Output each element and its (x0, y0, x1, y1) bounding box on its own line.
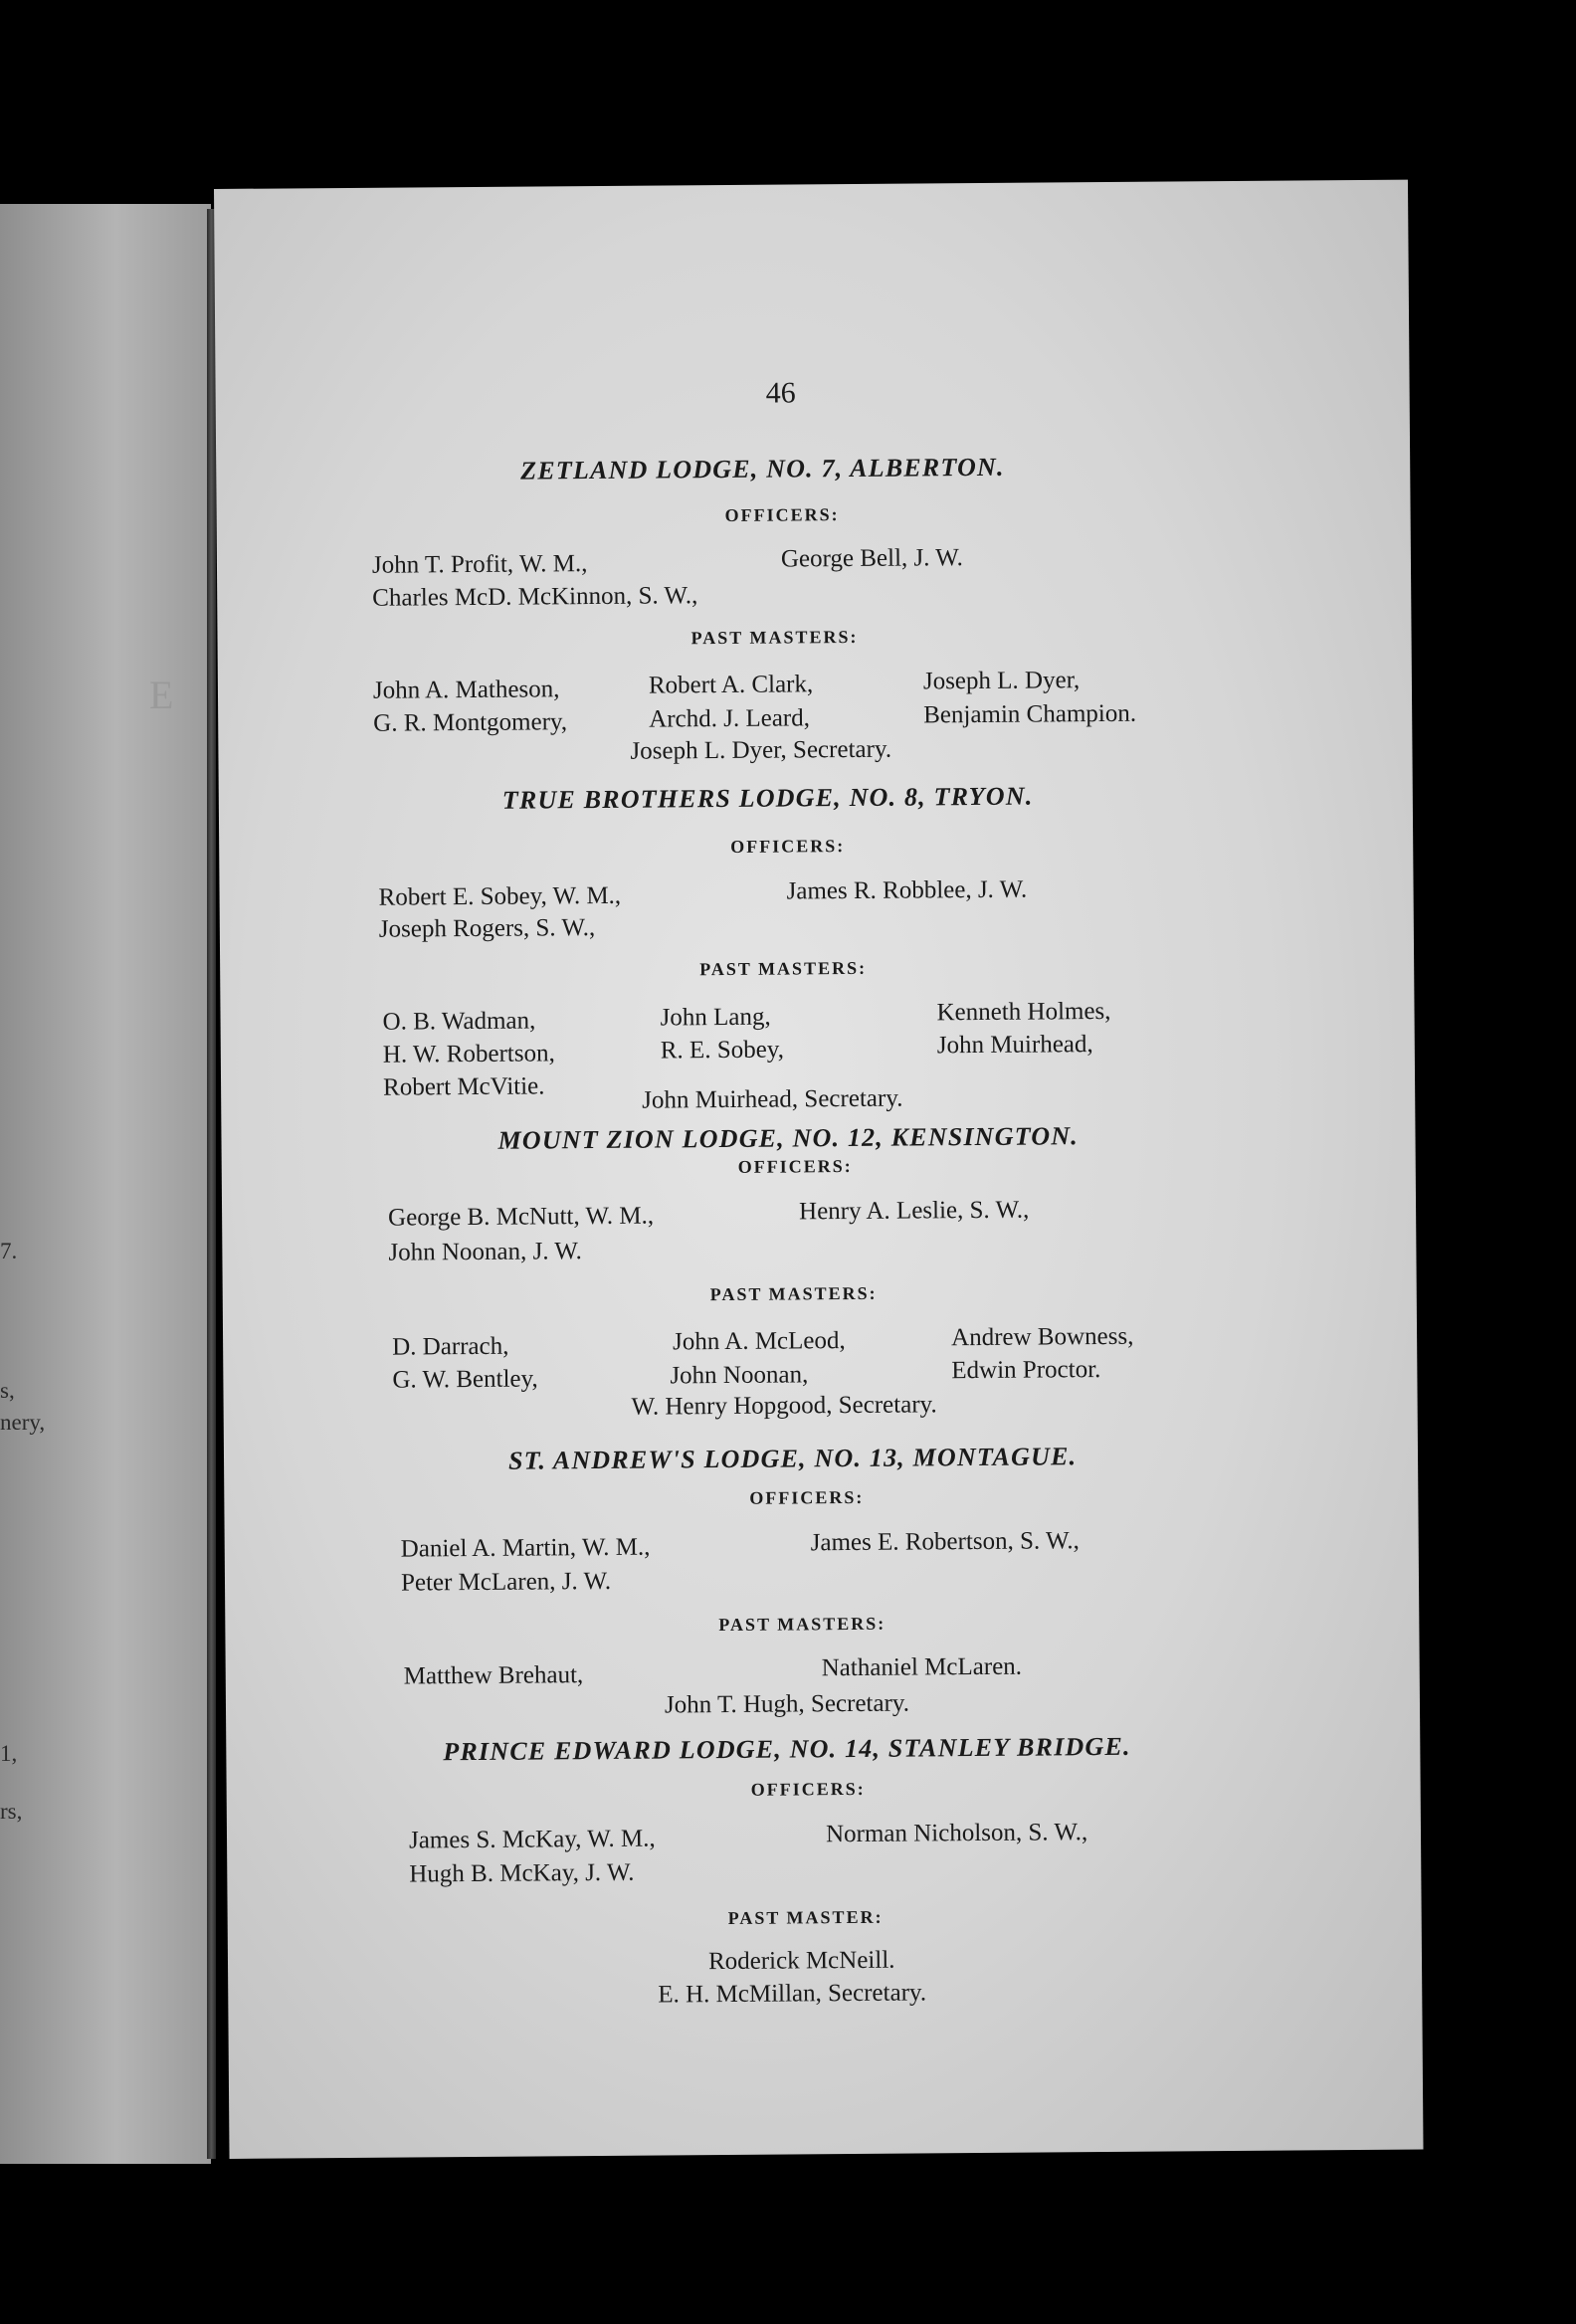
past-master-name: Joseph L. Dyer, (922, 667, 1081, 695)
secretary-line: John Muirhead, Secretary. (642, 1084, 903, 1114)
past-master-name: Kenneth Holmes, (936, 997, 1111, 1027)
facing-page-fragment: nery, (0, 1410, 46, 1435)
lodge-heading: ZETLAND LODGE, NO. 7, ALBERTON. (520, 452, 1005, 485)
officer-name: Joseph Rogers, S. W., (378, 914, 596, 943)
past-master-name: H. W. Robertson, (382, 1040, 555, 1068)
officer-name: George Bell, J. W. (780, 544, 963, 573)
past-master-name: G. W. Bentley, (392, 1365, 538, 1394)
officer-name: James S. McKay, W. M., (408, 1825, 656, 1854)
past-master-name: Robert A. Clark, (648, 671, 814, 699)
officer-name: Daniel A. Martin, W. M., (400, 1533, 651, 1563)
officer-name: John Noonan, J. W. (388, 1238, 582, 1266)
officer-name: Charles McD. McKinnon, S. W., (372, 582, 698, 612)
document-page (214, 180, 1424, 2159)
past-master-name: Edwin Proctor. (951, 1356, 1101, 1385)
officers-label: OFFICERS: (737, 1155, 853, 1177)
past-master-name: O. B. Wadman, (382, 1007, 536, 1036)
facing-page-fragment: s, (0, 1378, 15, 1403)
secretary-line: E. H. McMillan, Secretary. (658, 1979, 927, 2009)
secretary-line: John T. Hugh, Secretary. (664, 1689, 910, 1719)
past-master-name: John Lang, (660, 1003, 771, 1032)
officer-name: John T. Profit, W. M., (371, 550, 588, 579)
past-master-name: Benjamin Champion. (923, 699, 1137, 729)
officer-name: Peter McLaren, J. W. (400, 1567, 612, 1597)
officer-name: Hugh B. McKay, J. W. (409, 1858, 635, 1888)
officers-label: OFFICERS: (749, 1486, 865, 1508)
lodge-heading: ST. ANDREW'S LODGE, NO. 13, MONTAGUE. (507, 1442, 1078, 1475)
past-masters-label: PAST MASTERS: (699, 957, 868, 980)
past-master-name: John Noonan, (670, 1361, 809, 1390)
past-master-name: Andrew Bowness, (950, 1322, 1134, 1352)
officer-name: Norman Nicholson, S. W., (825, 1819, 1088, 1848)
past-masters-label: PAST MASTERS: (709, 1282, 878, 1305)
officer-name: Henry A. Leslie, S. W., (798, 1196, 1030, 1226)
officer-name: George B. McNutt, W. M., (388, 1202, 655, 1232)
page-number: 46 (765, 376, 796, 410)
secretary-line: Joseph L. Dyer, Secretary. (630, 735, 892, 765)
past-master-name: Nathaniel McLaren. (821, 1652, 1023, 1682)
past-master-name: Matthew Brehaut, (403, 1661, 584, 1690)
officer-name: Robert E. Sobey, W. M., (378, 881, 622, 911)
facing-page-fragment: rs, (0, 1799, 23, 1824)
book-spine (207, 209, 216, 2159)
facing-page-fragment: 1, (0, 1741, 18, 1766)
past-master-name: John A. McLeod, (673, 1327, 846, 1356)
past-master-name: Robert McVitie. (382, 1072, 545, 1101)
officers-label: OFFICERS: (724, 504, 840, 525)
past-master-name: G. R. Montgomery, (373, 708, 568, 737)
past-master-name: Archd. J. Leard, (649, 704, 811, 733)
past-master-name: John A. Matheson, (372, 676, 560, 704)
officer-name: James E. Robertson, S. W., (810, 1527, 1080, 1557)
past-master-name: Roderick McNeill. (707, 1946, 895, 1976)
lodge-heading: PRINCE EDWARD LODGE, NO. 14, STANLEY BRIDGE. (443, 1731, 1131, 1767)
officers-label: OFFICERS: (730, 836, 846, 857)
facing-page-fragment: 7. (0, 1239, 18, 1263)
past-master-name: D. Darrach, (392, 1332, 509, 1361)
past-master-name: R. E. Sobey, (660, 1036, 784, 1065)
ghost-print: E (149, 673, 174, 717)
facing-page (0, 204, 211, 2164)
past-master-name: John Muirhead, (936, 1031, 1093, 1060)
officers-label: OFFICERS: (750, 1778, 866, 1800)
past-masters-label: PAST MASTERS: (718, 1613, 886, 1636)
secretary-line: W. Henry Hopgood, Secretary. (631, 1391, 937, 1421)
officer-name: James R. Robblee, J. W. (786, 875, 1028, 905)
lodge-heading: TRUE BROTHERS LODGE, NO. 8, TRYON. (501, 781, 1034, 815)
past-master-label: PAST MASTER: (727, 1906, 884, 1928)
lodge-heading: MOUNT ZION LODGE, NO. 12, KENSINGTON. (497, 1121, 1080, 1155)
past-masters-label: PAST MASTERS: (690, 626, 859, 649)
